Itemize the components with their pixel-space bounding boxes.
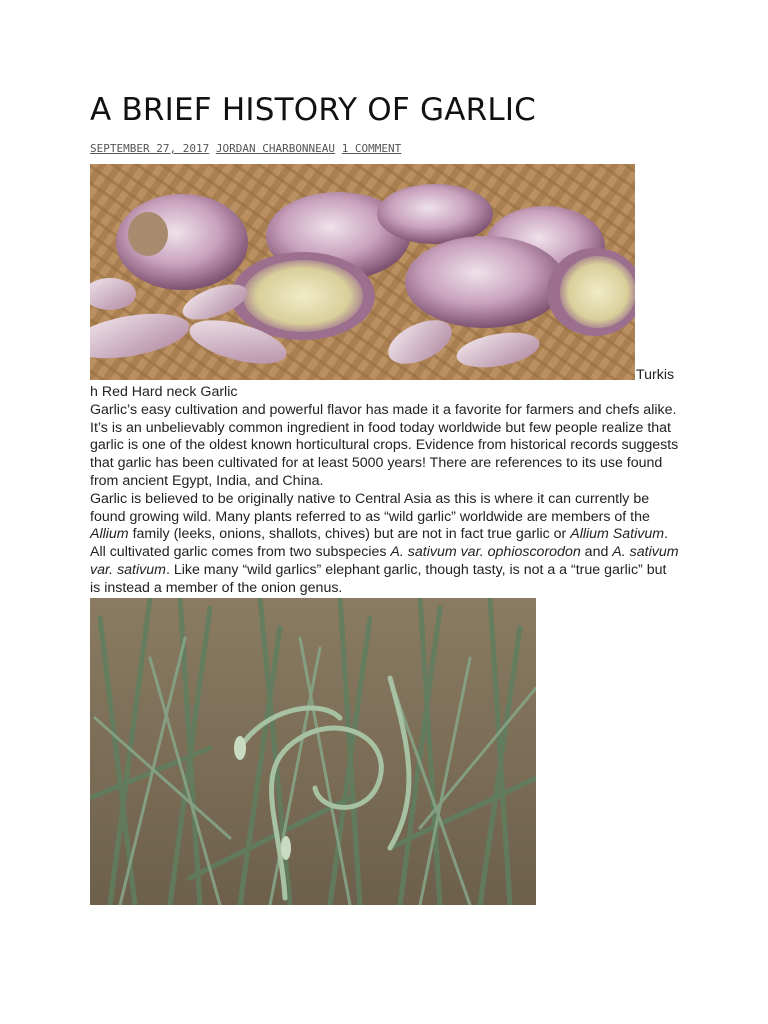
garlic-bulbs-photo	[90, 164, 635, 380]
author-link[interactable]: JORDAN CHARBONNEAU	[215, 142, 336, 155]
image-caption-end: h Red Hard neck Garlic	[90, 384, 238, 400]
paragraph-2: Garlic is believed to be originally native to Central Asia as this is where it can currently be found growing wild. Many plants referred to as “wild garlic” worldwide are members of the Allium family (leeks, onions, shallots, chives) but are not in fact true garlic or Allium Sativum. All cultivated garlic comes from two subspecies A. sativum var. ophioscorodon and A. sativum var. sativum. Like many “wild garlics” elephant garlic, though tasty, is not a a “true garlic” but is instead a member of the onion genus.	[90, 490, 679, 596]
comments-link[interactable]: 1 COMMENT	[341, 142, 402, 155]
article-title: A BRIEF HISTORY OF GARLIC	[90, 92, 537, 128]
garlic-scapes-photo	[90, 598, 536, 905]
article-body	[90, 384, 680, 598]
paragraph-1: Garlic’s easy cultivation and powerful flavor has made it a favorite for farmers and chefs alike. It’s is an unbelievably common ingredient in food today worldwide but few people realize that garlic is one of the oldest known horticultural crops. Evidence from historical records suggests that garlic has been cultivated for at least 5000 years! There are references to its use found from ancient Egypt, India, and China.	[90, 401, 679, 489]
image-caption-start: Turkis	[636, 367, 675, 383]
article-meta	[90, 142, 401, 155]
date-link[interactable]: SEPTEMBER 27, 2017	[90, 142, 210, 155]
